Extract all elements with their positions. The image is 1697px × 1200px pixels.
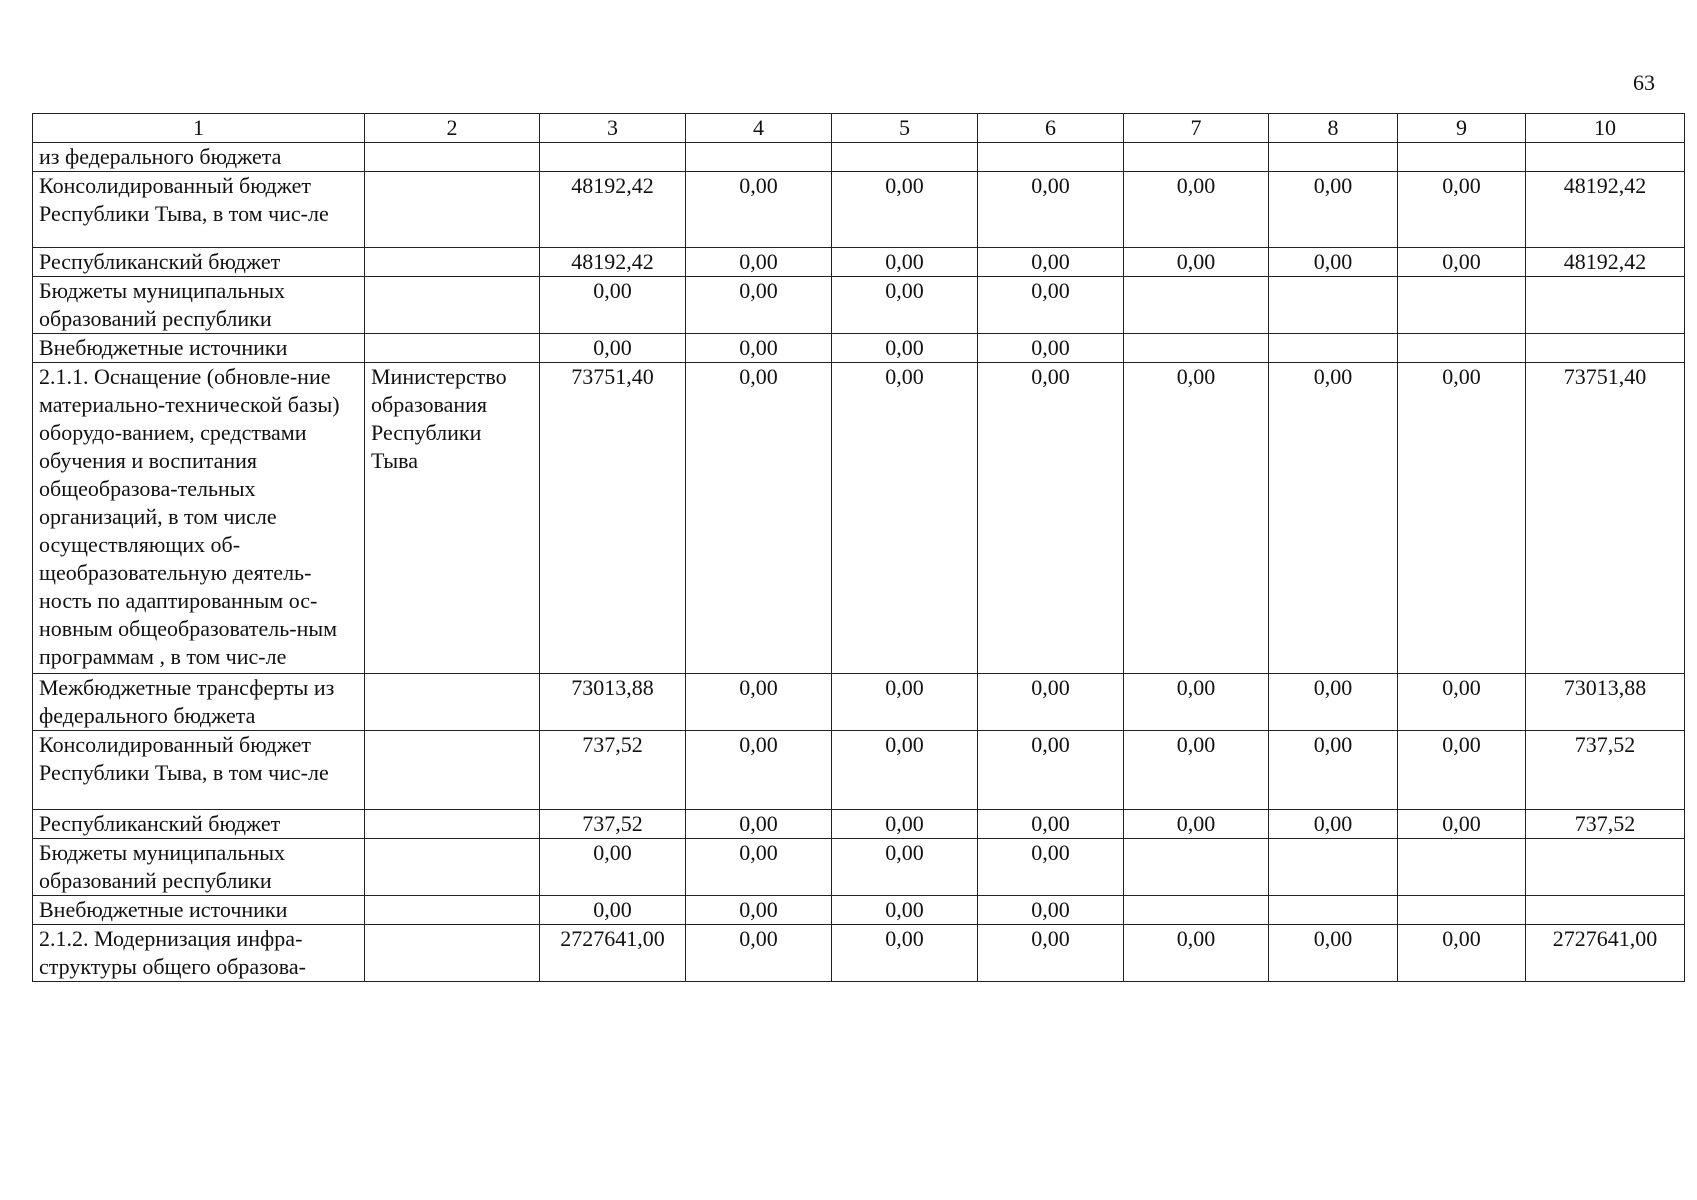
value-cell — [1269, 143, 1398, 172]
value-cell: 737,52 — [1526, 731, 1685, 810]
row-label: Внебюджетные источники — [33, 334, 365, 363]
value-cell: 0,00 — [686, 810, 832, 839]
value-cell: 0,00 — [1124, 674, 1269, 731]
value-cell: 0,00 — [686, 334, 832, 363]
value-cell: 0,00 — [1269, 810, 1398, 839]
value-cell: 0,00 — [1269, 248, 1398, 277]
value-cell: 0,00 — [1124, 363, 1269, 674]
value-cell: 48192,42 — [1526, 248, 1685, 277]
value-cell: 2727641,00 — [1526, 925, 1685, 982]
value-cell: 0,00 — [978, 172, 1124, 248]
row-executor — [365, 143, 540, 172]
value-cell — [1526, 277, 1685, 334]
value-cell — [1398, 277, 1526, 334]
value-cell — [1526, 334, 1685, 363]
row-label: Межбюджетные трансферты из федерального бюджета — [33, 674, 365, 731]
value-cell: 0,00 — [832, 731, 978, 810]
column-header: 4 — [686, 114, 832, 143]
row-executor — [365, 839, 540, 896]
value-cell: 0,00 — [832, 839, 978, 896]
row-label: Бюджеты муниципальных образований республики — [33, 839, 365, 896]
column-header: 1 — [33, 114, 365, 143]
value-cell: 0,00 — [686, 277, 832, 334]
value-cell: 0,00 — [686, 925, 832, 982]
value-cell — [1526, 896, 1685, 925]
value-cell: 0,00 — [1124, 925, 1269, 982]
value-cell — [1269, 896, 1398, 925]
row-executor — [365, 248, 540, 277]
value-cell: 737,52 — [540, 731, 686, 810]
value-cell: 0,00 — [686, 172, 832, 248]
value-cell: 73013,88 — [540, 674, 686, 731]
value-cell: 0,00 — [686, 248, 832, 277]
value-cell: 0,00 — [1398, 674, 1526, 731]
value-cell: 0,00 — [978, 277, 1124, 334]
value-cell: 0,00 — [978, 925, 1124, 982]
table-row — [33, 731, 1685, 810]
value-cell: 0,00 — [832, 334, 978, 363]
value-cell: 0,00 — [1124, 172, 1269, 248]
value-cell: 0,00 — [1398, 248, 1526, 277]
value-cell: 0,00 — [832, 896, 978, 925]
value-cell: 737,52 — [540, 810, 686, 839]
value-cell: 48192,42 — [540, 172, 686, 248]
row-label: Бюджеты муниципальных образований республики — [33, 277, 365, 334]
value-cell — [1124, 143, 1269, 172]
value-cell: 0,00 — [540, 896, 686, 925]
column-header: 7 — [1124, 114, 1269, 143]
value-cell: 0,00 — [832, 674, 978, 731]
table-row — [33, 896, 1685, 925]
value-cell: 0,00 — [1269, 674, 1398, 731]
row-label: 2.1.2. Модернизация инфра-структуры общего образова- — [33, 925, 365, 982]
row-executor — [365, 810, 540, 839]
table-row — [33, 839, 1685, 896]
row-executor — [365, 896, 540, 925]
value-cell: 0,00 — [1398, 731, 1526, 810]
row-label: Внебюджетные источники — [33, 896, 365, 925]
table-row — [33, 143, 1685, 172]
table-row — [33, 277, 1685, 334]
table-row — [33, 334, 1685, 363]
value-cell: 73751,40 — [540, 363, 686, 674]
value-cell: 0,00 — [1269, 363, 1398, 674]
table-row — [33, 925, 1685, 982]
row-executor — [365, 925, 540, 982]
value-cell — [1124, 277, 1269, 334]
value-cell: 48192,42 — [1526, 172, 1685, 248]
value-cell: 0,00 — [978, 334, 1124, 363]
value-cell — [832, 143, 978, 172]
column-header: 3 — [540, 114, 686, 143]
row-executor — [365, 731, 540, 810]
value-cell — [686, 143, 832, 172]
budget-table — [32, 113, 1685, 982]
value-cell: 0,00 — [832, 363, 978, 674]
value-cell: 0,00 — [686, 839, 832, 896]
row-executor — [365, 277, 540, 334]
column-header: 10 — [1526, 114, 1685, 143]
value-cell — [1269, 334, 1398, 363]
row-executor — [365, 674, 540, 731]
value-cell: 0,00 — [686, 896, 832, 925]
table-row — [33, 172, 1685, 248]
value-cell: 0,00 — [1398, 172, 1526, 248]
column-header: 9 — [1398, 114, 1526, 143]
value-cell: 2727641,00 — [540, 925, 686, 982]
value-cell: 0,00 — [832, 810, 978, 839]
column-header: 8 — [1269, 114, 1398, 143]
value-cell: 0,00 — [832, 172, 978, 248]
row-label: Республиканский бюджет — [33, 248, 365, 277]
value-cell: 0,00 — [978, 248, 1124, 277]
row-label: Республиканский бюджет — [33, 810, 365, 839]
value-cell: 0,00 — [1124, 248, 1269, 277]
column-header: 5 — [832, 114, 978, 143]
value-cell: 0,00 — [686, 731, 832, 810]
value-cell — [1398, 839, 1526, 896]
value-cell — [1398, 896, 1526, 925]
row-executor — [365, 172, 540, 248]
page-number: 63 — [1633, 70, 1655, 95]
value-cell: 0,00 — [832, 248, 978, 277]
column-header: 2 — [365, 114, 540, 143]
value-cell: 0,00 — [1124, 810, 1269, 839]
value-cell — [1398, 334, 1526, 363]
value-cell: 0,00 — [1269, 172, 1398, 248]
value-cell — [1124, 896, 1269, 925]
value-cell: 73751,40 — [1526, 363, 1685, 674]
value-cell: 0,00 — [1124, 731, 1269, 810]
header-row — [33, 114, 1685, 143]
value-cell: 0,00 — [540, 839, 686, 896]
table-row — [33, 674, 1685, 731]
row-executor: Министерство образования Республики Тыва — [365, 363, 540, 674]
table-row — [33, 363, 1685, 674]
value-cell — [1398, 143, 1526, 172]
value-cell: 0,00 — [978, 363, 1124, 674]
value-cell — [1526, 839, 1685, 896]
value-cell: 0,00 — [686, 363, 832, 674]
value-cell: 737,52 — [1526, 810, 1685, 839]
value-cell: 73013,88 — [1526, 674, 1685, 731]
value-cell: 0,00 — [978, 896, 1124, 925]
value-cell: 0,00 — [978, 839, 1124, 896]
value-cell: 0,00 — [686, 674, 832, 731]
row-label: из федерального бюджета — [33, 143, 365, 172]
value-cell: 0,00 — [832, 277, 978, 334]
value-cell: 0,00 — [1269, 925, 1398, 982]
column-header: 6 — [978, 114, 1124, 143]
table-row — [33, 810, 1685, 839]
value-cell: 0,00 — [540, 334, 686, 363]
table-body — [33, 114, 1685, 982]
value-cell — [1526, 143, 1685, 172]
value-cell — [540, 143, 686, 172]
row-label: Консолидированный бюджет Республики Тыва, в том чис-ле — [33, 172, 365, 248]
row-executor — [365, 334, 540, 363]
value-cell: 0,00 — [978, 810, 1124, 839]
row-label: 2.1.1. Оснащение (обновле-ние материально-технической базы) оборудо-ванием, средствами обучения и воспитания общеобразова-тельных организаций, в том числе осуществляющих об-щеобразовательную деятель-ность по адаптированным ос-новным общеобразователь-ным программам , в том чис-ле — [33, 363, 365, 674]
value-cell: 0,00 — [832, 925, 978, 982]
value-cell: 0,00 — [978, 731, 1124, 810]
value-cell: 0,00 — [1398, 925, 1526, 982]
value-cell — [978, 143, 1124, 172]
value-cell — [1124, 839, 1269, 896]
value-cell: 48192,42 — [540, 248, 686, 277]
value-cell: 0,00 — [1398, 363, 1526, 674]
value-cell: 0,00 — [540, 277, 686, 334]
value-cell: 0,00 — [1398, 810, 1526, 839]
value-cell — [1124, 334, 1269, 363]
row-label: Консолидированный бюджет Республики Тыва, в том чис-ле — [33, 731, 365, 810]
value-cell: 0,00 — [1269, 731, 1398, 810]
value-cell — [1269, 277, 1398, 334]
value-cell: 0,00 — [978, 674, 1124, 731]
value-cell — [1269, 839, 1398, 896]
table-row — [33, 248, 1685, 277]
